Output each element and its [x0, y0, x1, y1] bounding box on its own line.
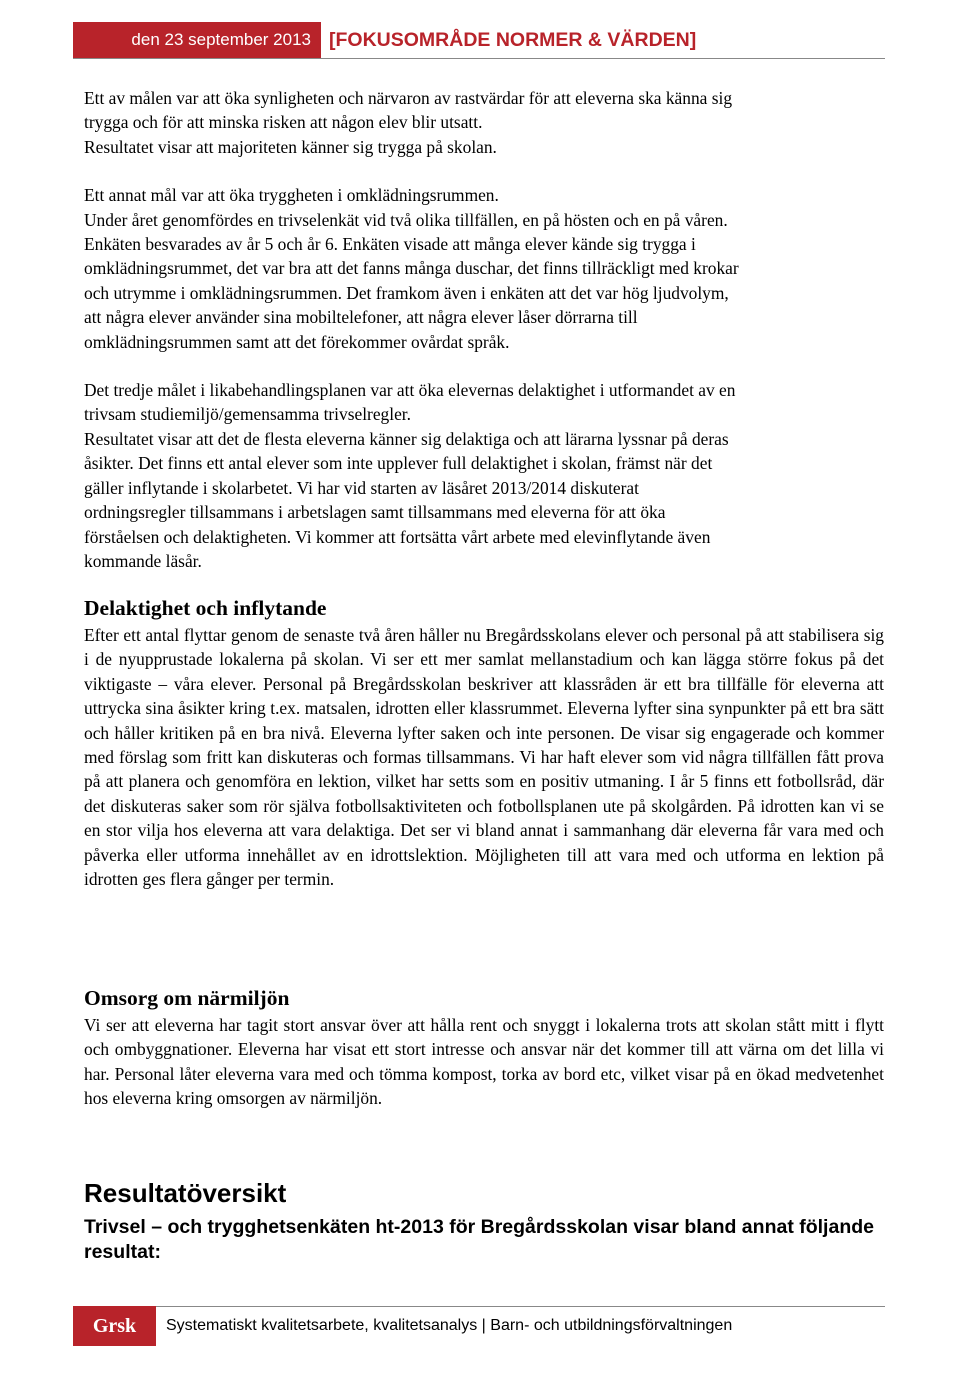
intro-line: omklädningsrummen samt att det förekommer ovårdat språk. [84, 331, 510, 352]
section-heading-delaktighet: Delaktighet och inflytande [84, 596, 327, 620]
intro-line: att några elever använder sina mobiltelefoner, att några elever låser dörrarna till [84, 307, 638, 328]
footer-text: Systematiskt kvalitetsarbete, kvalitetsanalys | Barn- och utbildningsförvaltningen [166, 1317, 733, 1334]
page-header [73, 22, 885, 58]
header-date: den 23 september 2013 [73, 22, 321, 58]
intro-line: Ett annat mål var att öka tryggheten i omklädningsrummen. [84, 185, 499, 206]
section-heading-omsorg: Omsorg om närmiljön [84, 986, 290, 1010]
intro-line: Under året genomfördes en trivselenkät vid två olika tillfällen, en på hösten och en på våren. [84, 209, 728, 230]
intro-line: Ett av målen var att öka synligheten och närvaron av rastvärdar för att eleverna ska känna sig [84, 88, 733, 108]
intro-line: ordningsregler tillsammans i arbetslagen samt tillsammans med eleverna för att öka [84, 502, 666, 523]
intro-line: och utrymme i omklädningsrummen. Det framkom även i enkäten att det var hög ljudvolym, [84, 282, 729, 303]
paragraph: Efter ett antal flyttar genom de senaste två åren håller nu Bregårdsskolans elever och personal på att stabilisera sig i de nyupprustade lokalerna på skolan. Vi ser ett mer samlat mellanstadium och kan lägga större fokus på det viktigaste – våra elever. Personal på Bregårdsskolan beskriver att klassråden är ett bra tillfälle för eleverna att uttrycka sina åsikter kring t.ex. matsalen, idrotten eller klassrummet. Eleverna lyfter sina synpunkter på ett bra sätt och håller kritiken på en bra nivå. Eleverna lyfter saken och inte personen. De visar sig engagerade och kommer med förslag som fritt kan diskuteras och formas tillsammans. Vi har haft elever som vid några tillfällen fått prova på att planera och genomföra en lektion, vilket har setts som en positiv utmaning. I år 5 finns ett fotbollsråd, där det diskuteras saker som rör själva fotbollsaktiviteten och fotbollsplanen ute på skolgården. På idrotten kan vi se en stor vilja hos eleverna att vara delaktiga. Det ser vi bland annat i sammanhang där eleverna får vara med och påverka eller utforma innehållet av en idrottslektion. Möjligheten till att vara med och utforma en lektion på idrotten ges flera gånger per termin. [84, 625, 884, 890]
intro-line: Resultatet visar att majoriteten känner sig trygga på skolan. [84, 136, 497, 157]
intro-line: gäller inflytande i skolarbetet. Vi har vid starten av läsåret 2013/2014 diskuterat [84, 477, 639, 498]
footer-logo: Grsk [73, 1306, 156, 1346]
paragraph: Vi ser att eleverna har tagit stort ansvar över att hålla rent och snyggt i lokalerna trots att skolan stått mitt i flytt och ombyggnationer. Eleverna har visat ett stort intresse och ansvar när det kommer till att värna om det lilla vi har. Personal låter eleverna vara med och tömma kompost, torka av bord etc, vilket visar på en ökad medvetenhet hos eleverna kring omsorgen av närmiljön. [84, 1015, 884, 1109]
intro-line: trivsam studiemiljö/gemensamma trivselregler. [84, 404, 411, 425]
section-subheading-resultat: Trivsel – och trygghetsenkäten ht-2013 för Bregårdsskolan visar bland annat följande resultat: [84, 1216, 874, 1263]
intro-line: trygga och för att minska risken att någon elev blir utsatt. [84, 112, 483, 133]
intro-line: kommande läsår. [84, 550, 202, 571]
intro-line: omklädningsrummet, det var bra att det fanns många duschar, det finns tillräckligt med krokar [84, 258, 739, 279]
intro-line: Enkäten besvarades av år 5 och år 6. Enkäten visade att många elever kände sig trygga i [84, 234, 696, 255]
header-divider [73, 58, 885, 59]
section-body-omsorg [84, 1013, 884, 1111]
section-body-delaktighet [84, 623, 884, 891]
intro-section [84, 86, 884, 573]
intro-line: Resultatet visar att det de flesta eleverna känner sig delaktiga och att lärarna lyssnar på deras [84, 428, 729, 449]
intro-line: åsikter. Det finns ett antal elever som inte upplever full delaktighet i skolan, främst när det [84, 453, 713, 474]
intro-line: förståelsen och delaktigheten. Vi kommer att fortsätta vårt arbete med elevinflytande även [84, 526, 711, 547]
header-title: [FOKUSOMRÅDE NORMER & VÄRDEN] [329, 29, 697, 51]
intro-line: Det tredje målet i likabehandlingsplanen var att öka elevernas delaktighet i utformandet av en [84, 380, 736, 401]
section-heading-resultat: Resultatöversikt [84, 1178, 287, 1208]
